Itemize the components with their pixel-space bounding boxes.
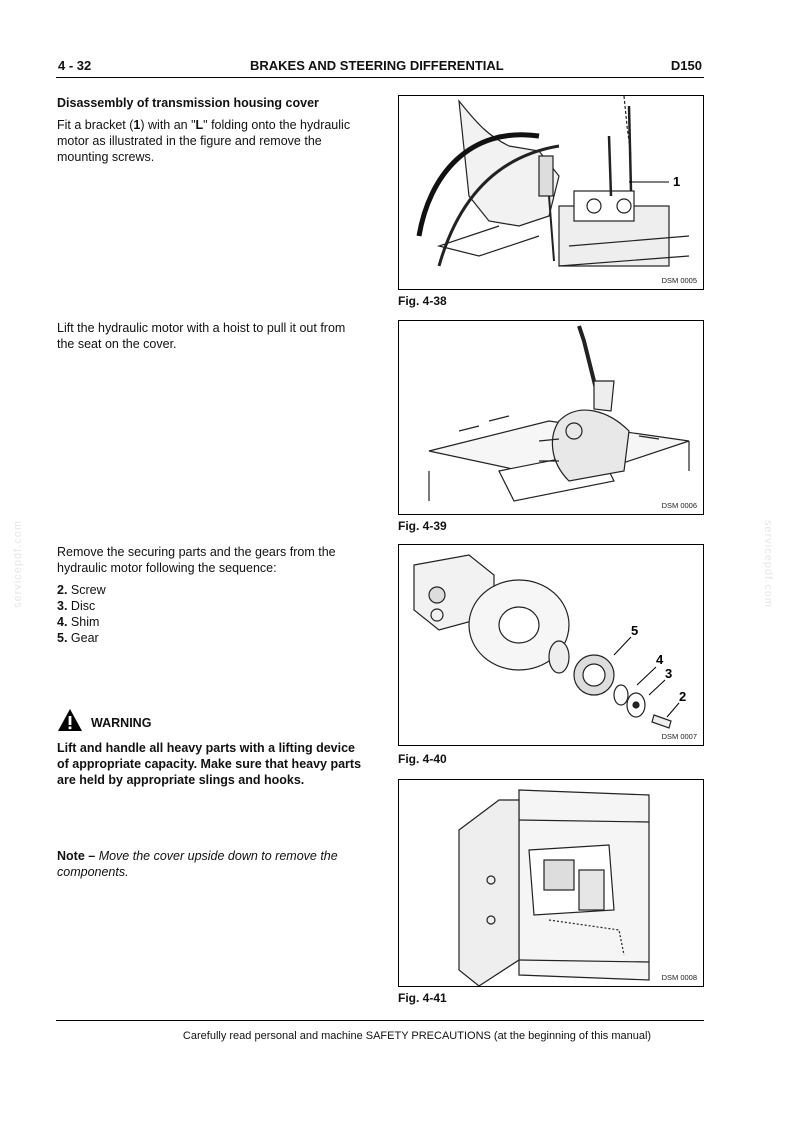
note-text: Move the cover upside down to remove the components. [57, 849, 338, 879]
list-item: 5. Gear [57, 631, 99, 645]
figure-caption: Fig. 4-41 [398, 991, 447, 1005]
note-block [57, 848, 362, 880]
warning-text: Lift and handle all heavy parts with a lifting device of appropriate capacity. Make sure that heavy parts are held by appropriate slings and hooks. [57, 741, 362, 787]
watermark-left: servicepdf.com [12, 520, 24, 608]
figure-4-41 [398, 779, 704, 987]
model-code: D150 [670, 58, 702, 73]
figure-caption: Fig. 4-39 [398, 519, 447, 533]
page-number: 4 - 32 [58, 58, 92, 73]
paragraph-lift: Lift the hydraulic motor with a hoist to pull it out from the seat on the cover. [57, 321, 346, 351]
para1-ref-number: 1 [133, 118, 141, 132]
figure-code: DSM 0005 [661, 276, 697, 285]
warning-title: WARNING [91, 716, 152, 730]
paragraph-bracket [57, 117, 362, 165]
callout-2: 2 [679, 689, 687, 704]
callout-4: 4 [656, 652, 664, 667]
figure-caption: Fig. 4-38 [398, 294, 447, 308]
watermark-right: servicepdf.com [762, 520, 774, 608]
figure-4-39 [398, 320, 704, 515]
motor-gear-exploded-illustration [399, 545, 703, 745]
header-rule [56, 77, 704, 78]
cover-upside-down-illustration [399, 780, 703, 986]
section-title-header: BRAKES AND STEERING DIFFERENTIAL [250, 58, 504, 73]
footer-rule [56, 1020, 704, 1021]
callout-5: 5 [631, 623, 639, 638]
warning-icon [57, 708, 83, 732]
footer-text: Carefully read personal and machine SAFETY PRECAUTIONS (at the beginning of this manual) [182, 1030, 652, 1042]
para1-text-c: " folding onto the hydraulic motor as illustrated in the figure and remove the mounting screws. [57, 118, 351, 164]
section-block-3 [57, 544, 362, 646]
steps-list [57, 582, 362, 646]
figure-code: DSM 0007 [661, 732, 697, 741]
hydraulic-motor-bracket-illustration [399, 96, 703, 289]
para1-letter: L [195, 118, 204, 132]
callout-1: 1 [673, 174, 681, 189]
list-item: 3. Disc [57, 599, 96, 613]
figure-code: DSM 0008 [661, 973, 697, 982]
note-label: Note – [57, 849, 96, 863]
paragraph-remove: Remove the securing parts and the gears from the hydraulic motor following the sequence: [57, 545, 336, 575]
figure-caption: Fig. 4-40 [398, 752, 447, 766]
section-block-1 [57, 95, 362, 165]
list-item: 4. Shim [57, 615, 100, 629]
para1-text-a: Fit a bracket ( [57, 118, 134, 132]
hoist-lifting-motor-illustration [399, 321, 703, 514]
figure-4-38 [398, 95, 704, 290]
figure-code: DSM 0006 [661, 501, 697, 510]
callout-3: 3 [665, 666, 673, 681]
section-heading: Disassembly of transmission housing cover [57, 96, 319, 110]
figure-4-40 [398, 544, 704, 746]
para1-text-b: ) with an " [140, 118, 196, 132]
list-item: 2. Screw [57, 583, 106, 597]
warning-heading [57, 708, 151, 732]
